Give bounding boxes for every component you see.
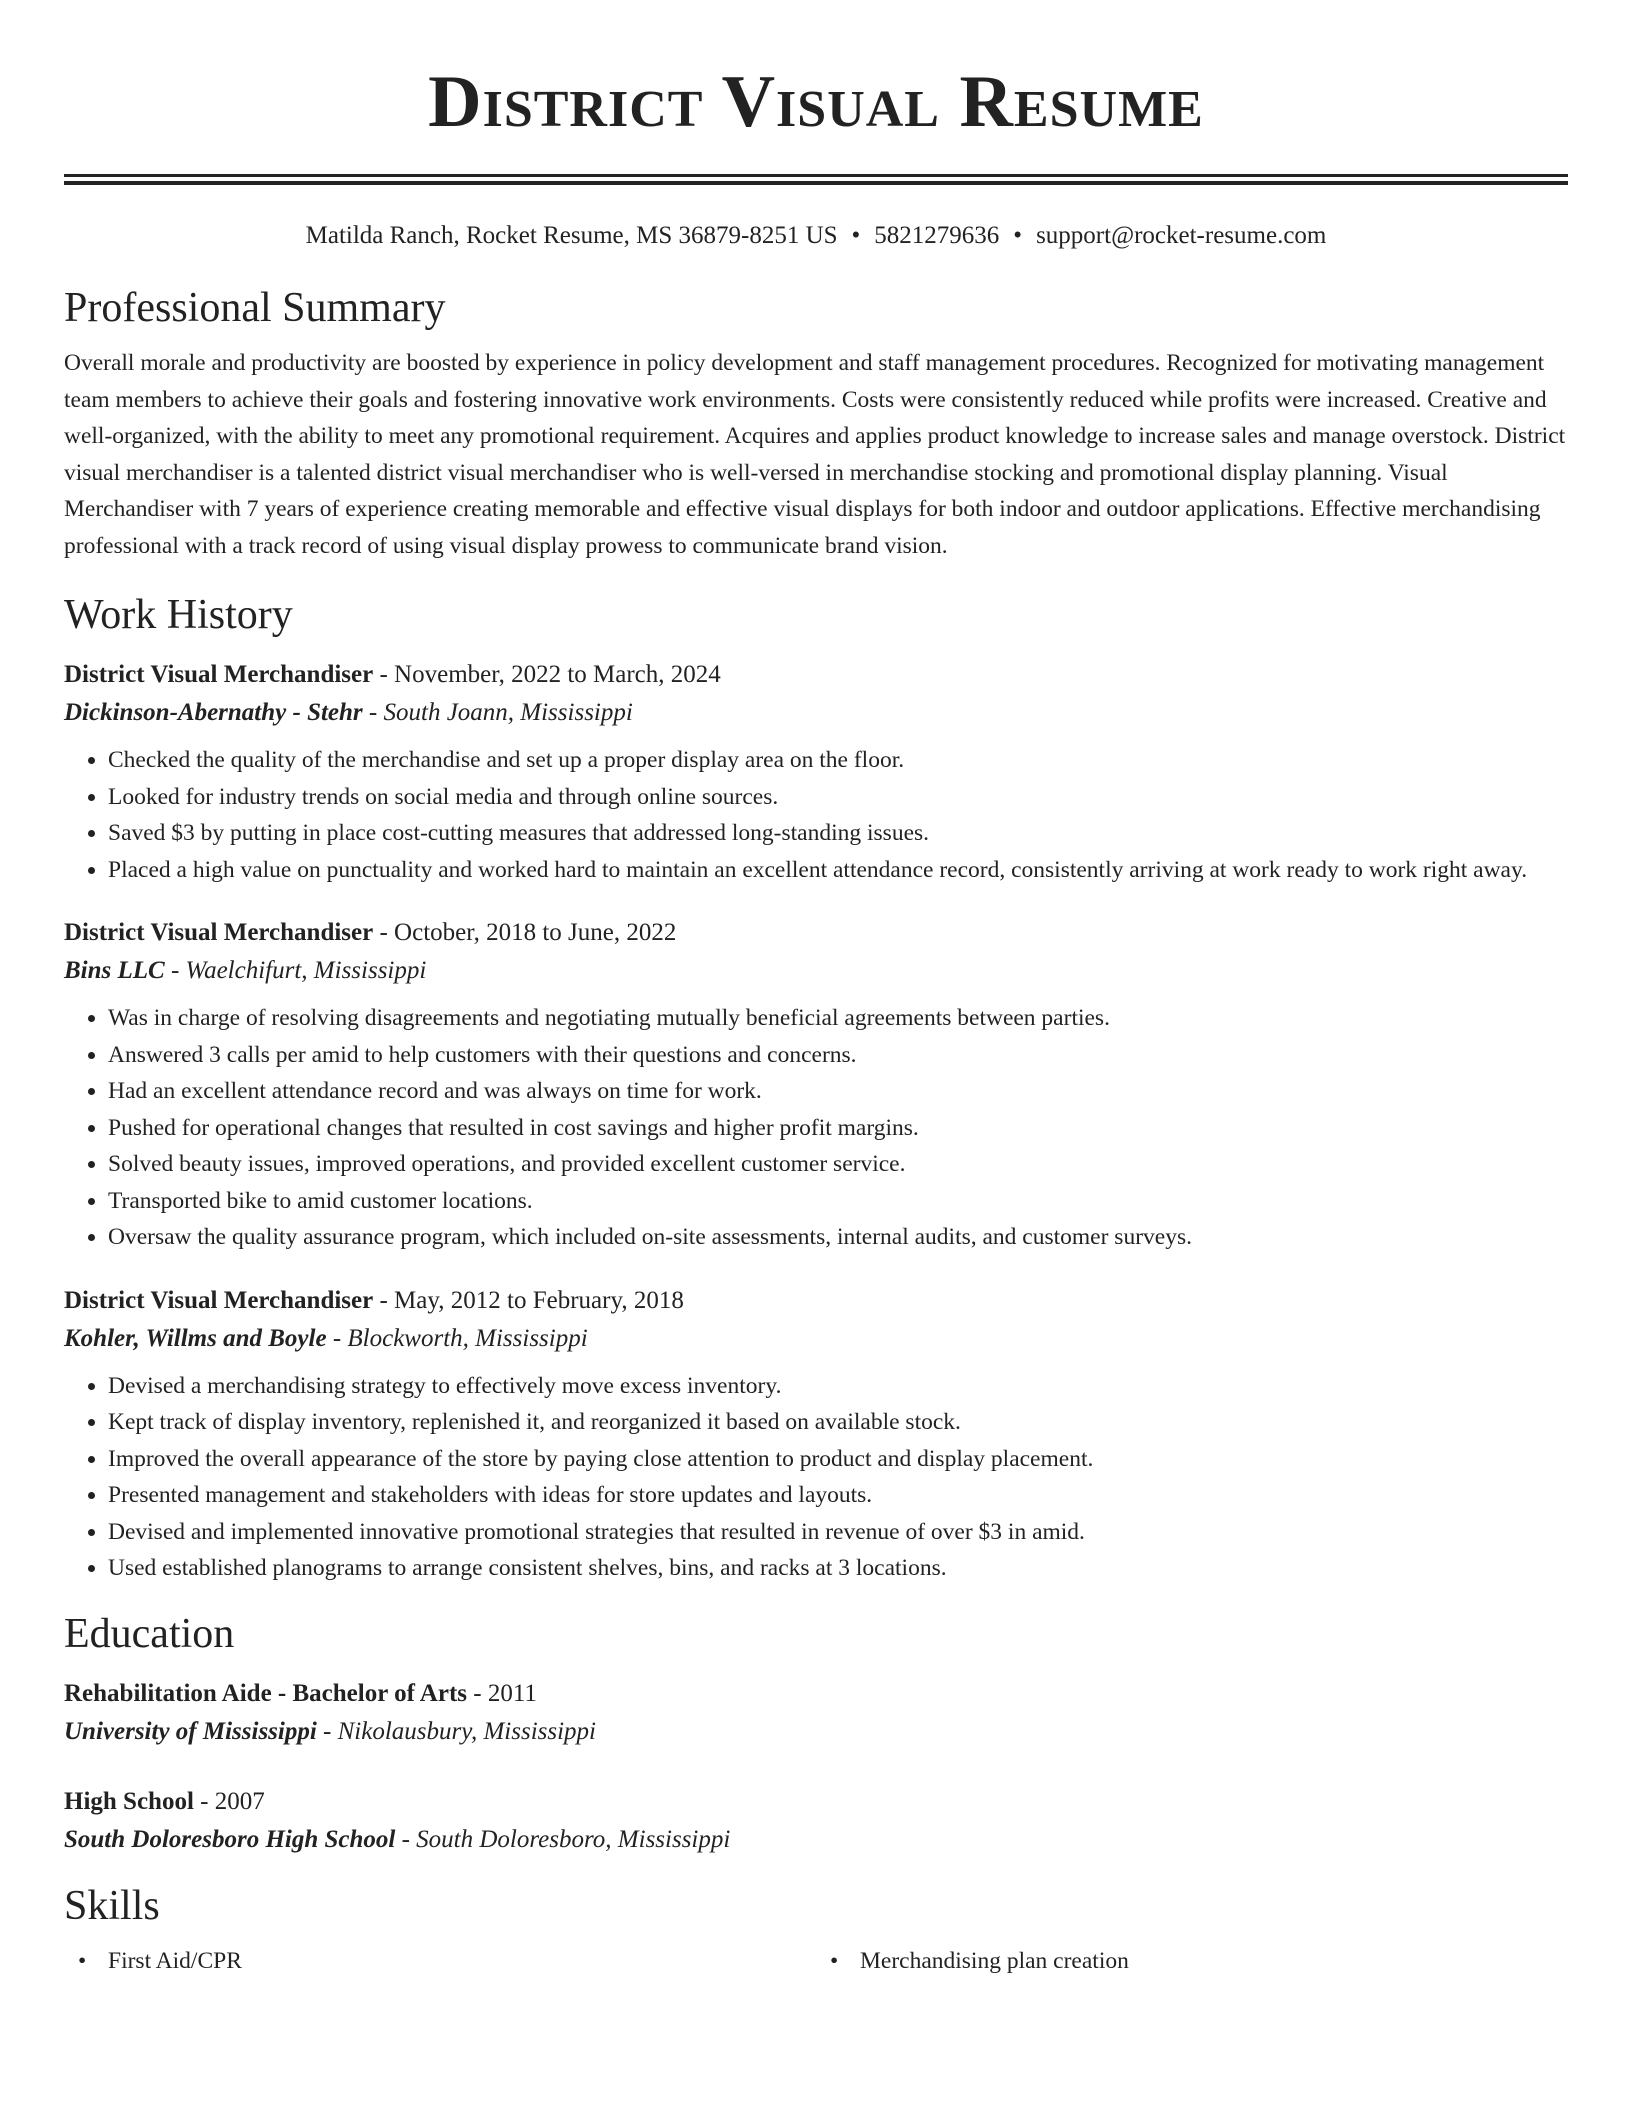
education-location: - Nikolausbury, Mississippi	[316, 1717, 596, 1745]
job-location: - Blockworth, Mississippi	[326, 1324, 588, 1352]
list-item: • Kept track of display inventory, replenished it, and reorganized it based on available stock.	[108, 1404, 1568, 1441]
education-header	[64, 1675, 1568, 1713]
education-school-line	[64, 1821, 1568, 1859]
job-title: District Visual Merchandiser	[64, 1286, 374, 1314]
list-item: • Pushed for operational changes that resulted in cost savings and higher profit margins.	[108, 1110, 1568, 1147]
job-dates: - October, 2018 to June, 2022	[373, 919, 677, 946]
list-item: • Placed a high value on punctuality and worked hard to maintain an excellent attendance record, consistently arriving at work ready to work right away.	[108, 852, 1568, 889]
job-entry	[64, 1282, 1568, 1587]
education-entry	[64, 1675, 1568, 1751]
job-title: District Visual Merchandiser	[64, 919, 374, 946]
resume-title: District Visual Resume	[428, 61, 1204, 143]
contact-address: Matilda Ranch, Rocket Resume, MS 36879-8251 US	[305, 222, 838, 249]
skill-item: • First Aid/CPR	[64, 1943, 816, 1980]
list-item: • Improved the overall appearance of the store by paying close attention to product and display placement.	[108, 1441, 1568, 1478]
job-header	[64, 914, 1568, 952]
skill-item: • Merchandising plan creation	[816, 1943, 1568, 1980]
job-dates: - November, 2022 to March, 2024	[373, 661, 721, 688]
list-item: • Used established planograms to arrange consistent shelves, bins, and racks at 3 locations.	[108, 1550, 1568, 1587]
section-heading-work-history: Work History	[64, 592, 293, 638]
list-item: • Had an excellent attendance record and was always on time for work.	[108, 1073, 1568, 1110]
list-item: • Looked for industry trends on social media and through online sources.	[108, 779, 1568, 816]
education-school: University of Mississippi	[64, 1717, 317, 1745]
skills-list	[64, 1943, 1568, 1980]
job-employer	[64, 694, 1568, 732]
contact-phone: 5821279636	[874, 222, 1000, 249]
title-divider	[64, 174, 1568, 185]
contact-email: support@rocket-resume.com	[1036, 222, 1327, 249]
job-employer	[64, 1320, 1568, 1358]
list-item: • Devised and implemented innovative promotional strategies that resulted in revenue of over $3 in amid.	[108, 1514, 1568, 1551]
contact-separator: •	[1013, 222, 1023, 249]
education-year: - 2011	[467, 1679, 537, 1707]
education-location: - South Doloresboro, Mississippi	[395, 1825, 731, 1853]
list-item: • Oversaw the quality assurance program, which included on-site assessments, internal audits, and customer surveys.	[108, 1219, 1568, 1256]
list-item: • Devised a merchandising strategy to effectively move excess inventory.	[108, 1368, 1568, 1405]
job-title: District Visual Merchandiser	[64, 661, 374, 688]
job-bullets	[64, 742, 1568, 888]
job-header	[64, 656, 1568, 694]
job-company: Kohler, Willms and Boyle	[64, 1324, 327, 1352]
education-entry	[64, 1783, 1568, 1859]
list-item: • Solved beauty issues, improved operations, and provided excellent customer service.	[108, 1146, 1568, 1183]
job-location: - Waelchifurt, Mississippi	[164, 957, 427, 984]
education-school: South Doloresboro High School	[64, 1825, 396, 1853]
section-heading-summary: Professional Summary	[64, 285, 446, 331]
job-employer	[64, 952, 1568, 990]
list-item: • Presented management and stakeholders with ideas for store updates and layouts.	[108, 1477, 1568, 1514]
education-degree: Rehabilitation Aide - Bachelor of Arts	[64, 1679, 468, 1707]
job-header	[64, 1282, 1568, 1320]
job-bullets	[64, 1368, 1568, 1587]
list-item: • Answered 3 calls per amid to help customers with their questions and concerns.	[108, 1037, 1568, 1074]
job-location: - South Joann, Mississippi	[362, 699, 633, 726]
education-school-line	[64, 1713, 1568, 1751]
job-company: Bins LLC	[64, 957, 165, 984]
education-degree: High School	[64, 1787, 194, 1815]
list-item: • Checked the quality of the merchandise and set up a proper display area on the floor.	[108, 742, 1568, 779]
contact-line	[64, 219, 1568, 253]
job-entry	[64, 914, 1568, 1256]
section-heading-education: Education	[64, 1610, 235, 1657]
education-header	[64, 1783, 1568, 1821]
section-heading-skills: Skills	[64, 1882, 160, 1929]
list-item: • Was in charge of resolving disagreements and negotiating mutually beneficial agreements between parties.	[108, 1000, 1568, 1037]
contact-separator: •	[851, 222, 861, 249]
list-item: • Saved $3 by putting in place cost-cutting measures that addressed long-standing issues.	[108, 815, 1568, 852]
job-bullets	[64, 1000, 1568, 1256]
summary-text: Overall morale and productivity are boosted by experience in policy development and staff management procedures. Recognized for motivating management team members to achieve their goals and fostering innovative work environments. Costs were consistently reduced while profits were increased. Creative and well-organized, with the ability to meet any promotional requirement. Acquires and applies product knowledge to increase sales and manage overstock. District visual merchandiser is a talented district visual merchandiser who is well-versed in merchandise stocking and promotional display planning. Visual Merchandiser with 7 years of experience creating memorable and effective visual displays for both indoor and outdoor applications. Effective merchandising professional with a track record of using visual display prowess to communicate brand vision.	[64, 350, 1566, 559]
job-entry	[64, 656, 1568, 888]
job-dates: - May, 2012 to February, 2018	[373, 1286, 684, 1314]
list-item: • Transported bike to amid customer locations.	[108, 1183, 1568, 1220]
job-company: Dickinson-Abernathy - Stehr	[64, 699, 363, 726]
education-year: - 2007	[193, 1787, 265, 1815]
